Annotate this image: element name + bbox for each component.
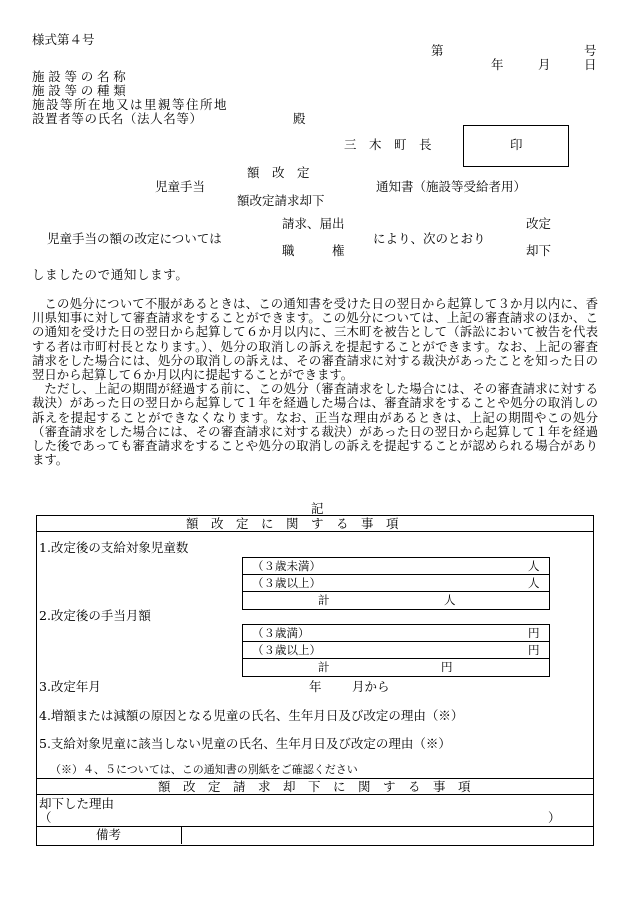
- notice-option-change: 改定: [526, 216, 552, 231]
- seal-mark: 印: [510, 137, 523, 152]
- notice-option-authority: 職 権: [282, 243, 345, 258]
- item1-label: 1.改定後の支給対象児童数: [39, 540, 189, 555]
- remarks-label: 備考: [96, 827, 122, 842]
- facility-name-label: 施設等の名称: [32, 69, 130, 84]
- child-count-under3-label: （３歳未満）: [252, 559, 321, 573]
- notice-option-reject: 却下: [526, 243, 552, 258]
- reject-section-heading: 額 改 定 請 求 却 下 に 関 す る 事 項: [158, 779, 471, 794]
- change-section-heading: 額 改 定 に 関 す る 事 項: [186, 516, 399, 531]
- title-prefix: 児童手当: [155, 179, 206, 194]
- notice-lead: 児童手当の額の改定については: [47, 231, 222, 246]
- note-text: （※）４、５については、この通知書の別紙をご確認ください: [50, 763, 358, 776]
- founder-name-label: 設置者等の氏名（法人名等）: [32, 111, 203, 126]
- amount-under3-unit: 円: [528, 626, 540, 640]
- notice-middle: により、次のとおり: [373, 231, 486, 246]
- item3-year: 年: [309, 679, 322, 694]
- child-count-over3-unit: 人: [528, 576, 540, 590]
- doc-no-dai: 第: [431, 43, 444, 58]
- ki-mark: 記: [311, 501, 324, 516]
- appeal-text: [32, 297, 598, 467]
- item3-month-from: 月から: [352, 679, 390, 694]
- honorific: 殿: [293, 111, 306, 126]
- child-count-total-unit: 人: [444, 593, 456, 607]
- title-option-request: 額改定請求却下: [237, 193, 325, 208]
- title-option-change: 額 改 定: [247, 165, 310, 180]
- amount-under3-label: （３歳満）: [252, 626, 310, 640]
- notice-option-request: 請求、届出: [282, 216, 345, 231]
- date-month: 月: [538, 57, 551, 72]
- amount-total-label: 計: [318, 660, 330, 674]
- item3-label: 3.改定年月: [39, 679, 101, 694]
- child-count-total-label: 計: [318, 593, 330, 607]
- appeal-paragraph-2: ただし、上記の期間が経過する前に、この処分（審査請求をした場合には、その審査請求に対する裁決）があった日の翌日から起算して１年を経過した場合は、審査請求をすることや処分の取消しの訴えを提起することができなくなります。なお、正当な理由があるときは、上記の期間やこの処分（審査請求をした場合には、その審査請求に対する裁決）があった日の翌日から起算して１年を経過した後であっても審査請求をすることや処分の取消しの訴えを提起することが認められる場合があります。: [32, 381, 598, 468]
- item4-label: 4.増額または減額の原因となる児童の氏名、生年月日及び改定の理由（※）: [39, 708, 464, 723]
- reject-reason-paren-close: ）: [548, 810, 561, 825]
- amount-over3-unit: 円: [528, 643, 540, 657]
- title-suffix: 通知書（施設等受給者用）: [376, 179, 527, 194]
- child-count-under3-unit: 人: [528, 559, 540, 573]
- issuer-title: 三 木 町 長: [344, 137, 432, 152]
- reject-reason-label: 却下した理由: [39, 796, 115, 811]
- date-day: 日: [584, 57, 597, 72]
- form-number: 様式第４号: [32, 32, 95, 47]
- doc-no-go: 号: [584, 43, 597, 58]
- child-count-over3-label: （３歳以上）: [252, 576, 321, 590]
- item5-label: 5.支給対象児童に該当しない児童の氏名、生年月日及び改定の理由（※）: [39, 736, 451, 751]
- facility-type-label: 施設等の種類: [32, 83, 130, 98]
- facility-address-label: 施設等所在地又は里親等住所地: [32, 97, 229, 112]
- appeal-paragraph-1: この処分について不服があるときは、この通知書を受けた日の翌日から起算して３か月以内に、香川県知事に対して審査請求をすることができます。この処分については、上記の審査請求のほか、この通知を受けた日の翌日から起算して６か月以内に、三木町を被告として（訴訟において被告を代表する者は市町村長となります。）、処分の取消しの訴えを提起することができます。なお、上記の審査請求をした場合には、処分の取消しの訴えは、その審査請求に対する裁決があったことを知った日の翌日から起算して６か月以内に提起することができます。: [32, 296, 598, 383]
- date-year: 年: [491, 57, 504, 72]
- amount-over3-label: （３歳以上）: [252, 643, 321, 657]
- item2-label: 2.改定後の手当月額: [39, 608, 151, 623]
- amount-total-unit: 円: [441, 660, 453, 674]
- notice-closing: しましたので通知します。: [32, 267, 189, 282]
- reject-reason-paren-open: （: [39, 810, 52, 825]
